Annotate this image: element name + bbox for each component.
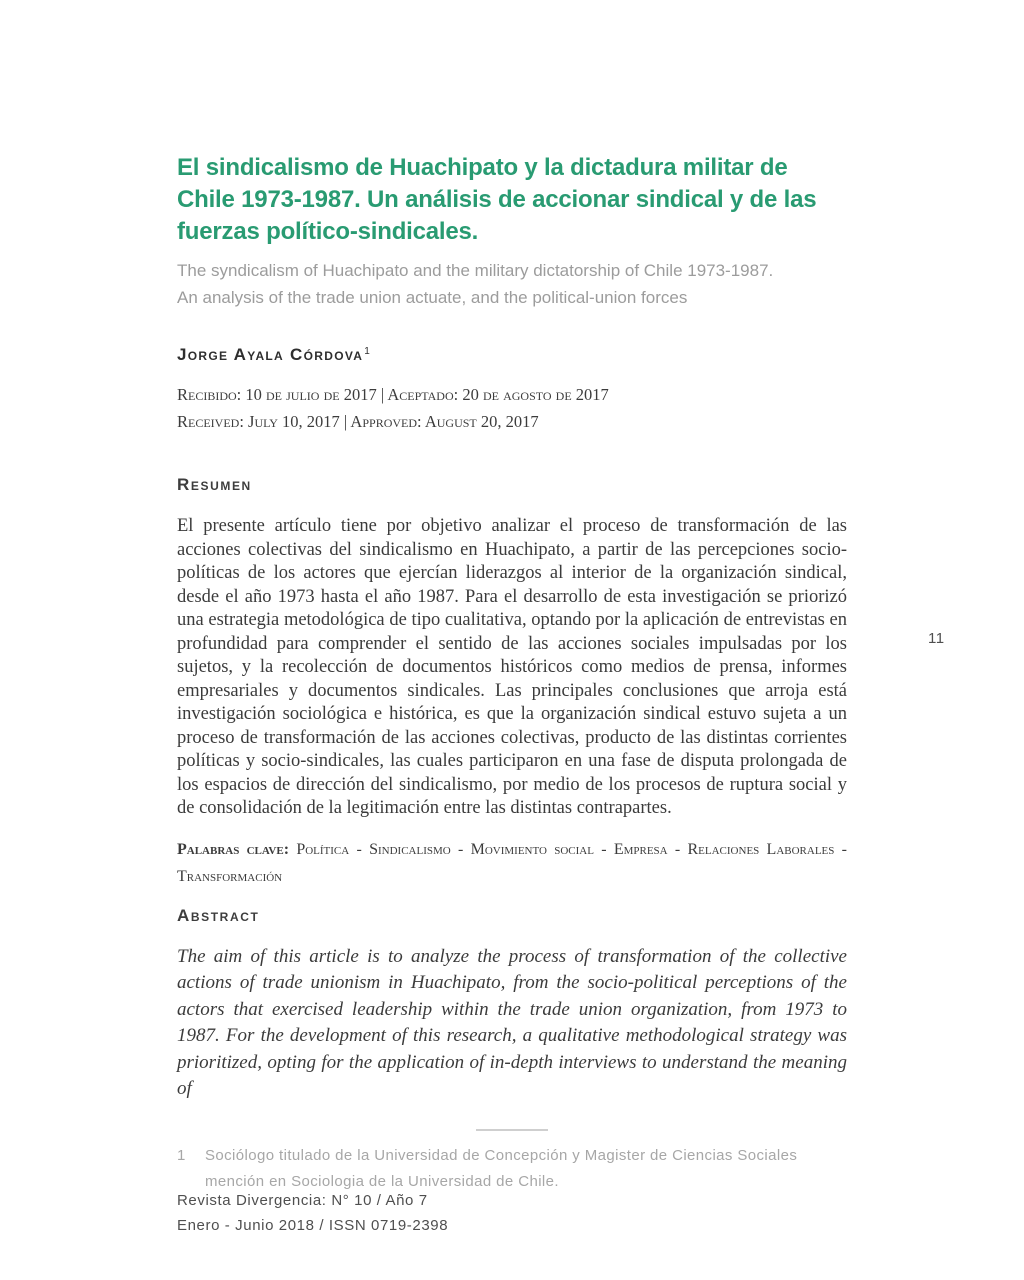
article-title-en-line-1: The syndicalism of Huachipato and the military dictatorship of Chile 1973-1987.	[177, 261, 774, 280]
section-heading-abstract: Abstract	[177, 905, 260, 925]
footnote	[177, 1143, 847, 1195]
author-footnote-ref: 1	[364, 345, 370, 357]
footer-line-2: Enero - Junio 2018 / ISSN 0719-2398	[177, 1217, 449, 1234]
section-heading-resumen: Resumen	[177, 475, 252, 494]
footnote-divider	[476, 1129, 548, 1131]
article-title-es	[177, 152, 847, 248]
dates-line-es: Recibido: 10 de julio de 2017 | Aceptado: 20 de agosto de 2017	[177, 385, 609, 404]
author-row	[177, 345, 847, 365]
article-title-es-line-3: fuerzas político-sindicales.	[177, 218, 479, 245]
keywords-value: Política - Sindicalismo - Movimiento social - Empresa - Relaciones Laborales - Transformación	[177, 840, 848, 885]
article-content-column	[177, 0, 847, 1195]
article-title-es-line-1: El sindicalismo de Huachipato y la dictadura militar de	[177, 154, 788, 181]
article-title-es-line-2: Chile 1973-1987. Un análisis de accionar sindical y de las	[177, 186, 817, 213]
article-title-en	[177, 257, 847, 311]
journal-footer	[177, 1188, 448, 1238]
keywords-line	[177, 836, 847, 890]
footnote-number: 1	[177, 1146, 186, 1164]
footer-line-1: Revista Divergencia: N° 10 / Año 7	[177, 1192, 428, 1209]
resumen-paragraph: El presente artículo tiene por objetivo analizar el proceso de transformación de las acciones colectivas del sindicalismo en Huachipato, a partir de las percepciones socio-políticas de los actores que ejercían liderazgos al interior de la organización sindical, desde el año 1973 hasta el año 1987. Para el desarrollo de esta investigación se priorizó una estrategia metodológica de tipo cualitativa, optando por la aplicación de entrevistas en profundidad para comprender el sentido de las acciones sociales impulsadas por los sujetos, y la recolección de documentos históricos como medios de prensa, informes empresariales y documentos sindicales. Las principales conclusiones que arroja está investigación sociológica e histórica, es que la organización sindical estuvo sujeta a un proceso de transformación de las acciones colectivas, producto de las distintas corrientes políticas y socio-sindicales, las cuales participaron en una fase de disputa prolongada de los espacios de dirección del sindicalismo, por medio de los procesos de ruptura social y de consolidación de la legitimación entre las distintas contrapartes.	[177, 516, 847, 818]
submission-dates	[177, 381, 847, 435]
page-number: 11	[928, 630, 945, 647]
footnote-text: Sociólogo titulado de la Universidad de Concepción y Magister de Ciencias Sociales mención en Sociologia de la Universidad de Chile.	[205, 1146, 798, 1190]
abstract-paragraph: The aim of this article is to analyze the process of transformation of the collective actions of trade unionism in Huachipato, from the socio-political perceptions of the actors that exercised leadership within the trade union organization, from 1973 to 1987. For the development of this research, a qualitative methodological strategy was prioritized, opting for the application of in-depth interviews to understand the meaning of	[177, 945, 847, 1099]
article-title-en-line-2: An analysis of the trade union actuate, and the political-union forces	[177, 288, 688, 307]
author-name: Jorge Ayala Córdova	[177, 345, 364, 364]
keywords-label: Palabras clave:	[177, 840, 290, 858]
dates-line-en: Received: July 10, 2017 | Approved: August 20, 2017	[177, 412, 539, 431]
